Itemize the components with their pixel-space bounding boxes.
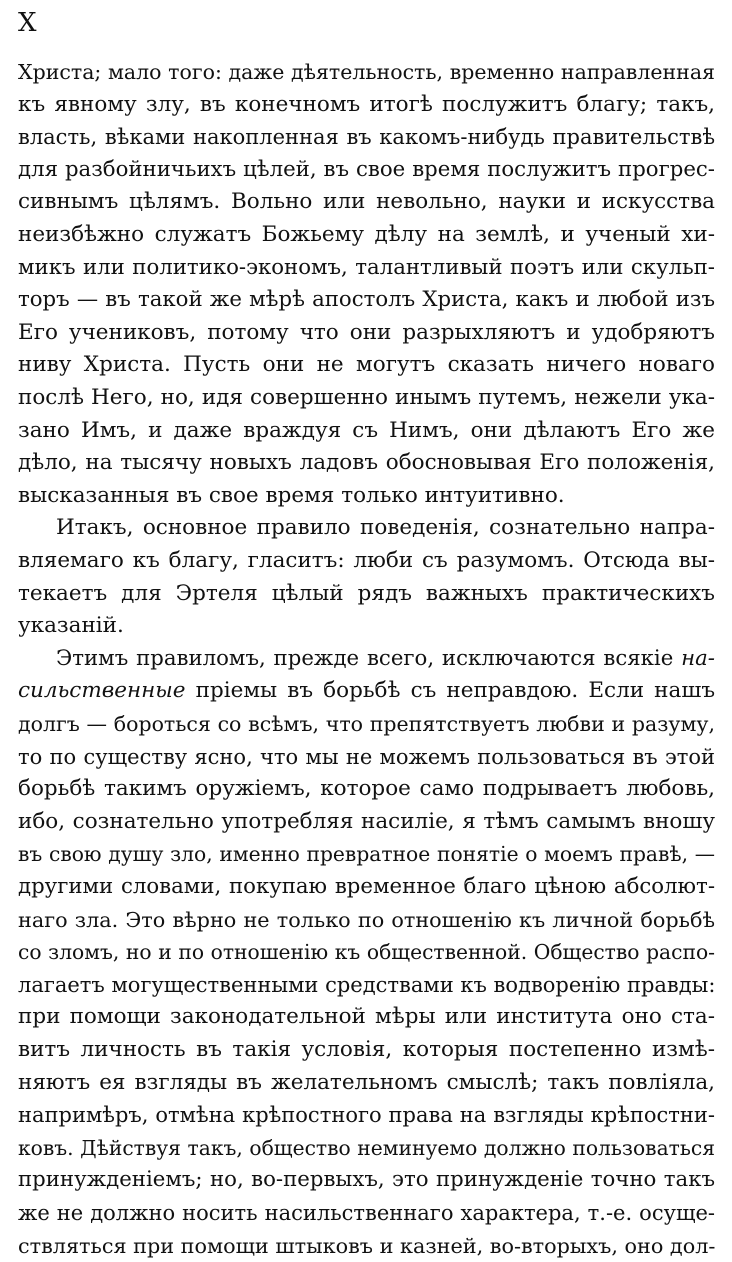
text-line: вляемаго къ благу, гласитъ: люби съ разумомъ. Отсюда вы- [18, 548, 715, 573]
text-line: Итакъ, основное правило поведенія, сознательно напра- [56, 515, 715, 541]
text-line: неизбѣжно служатъ Божьему дѣлу на землѣ, и ученый хи- [18, 222, 715, 247]
text-line: Его учениковъ, потому что они разрыхляютъ и удобряютъ [18, 319, 715, 345]
text-line: принужденіемъ; но, во-первыхъ, это принужденіе точно такъ [18, 1167, 715, 1193]
italic-text: на- [681, 645, 715, 671]
text-line: няютъ ея взгляды въ желательномъ смыслѣ; такъ повліяла, [18, 1069, 715, 1095]
text-line [18, 643, 715, 676]
text-line: дѣло, на тысячу новыхъ ладовъ обосновывая Его положенія, [18, 450, 715, 476]
text-line: торъ — въ такой же мѣрѣ апостолъ Христа, какъ и любой изъ [18, 287, 715, 313]
text-run: Этимъ правиломъ, прежде всего, исключаются всякіе [56, 645, 682, 671]
text-line: лагаетъ могущественными средствами къ водворенію правды: [18, 972, 716, 997]
text-line: витъ личность въ такія условія, которыя постепенно измѣ- [18, 1037, 715, 1062]
text-line: сивнымъ цѣлямъ. Вольно или невольно, науки и искусства [18, 189, 715, 215]
text-line: Христа; мало того: даже дѣятельность, временно направленная [18, 60, 715, 84]
text-line: же не должно носить насильственнаго характера, т.-е. осуще- [18, 1201, 715, 1225]
text-line: со зломъ, но и по отношенію къ общественной. Общество распо- [18, 940, 715, 965]
text-line: борьбѣ такимъ оружіемъ, которое само подрываетъ любовь, [18, 776, 715, 802]
page-number: X [18, 8, 37, 38]
italic-text: сильственные [18, 678, 186, 704]
text-line [18, 675, 715, 708]
text-line: напримѣръ, отмѣна крѣпостного права на взгляды крѣпостни- [18, 1103, 715, 1128]
text-line: ибо, сознательно употребляя насиліе, я тѣмъ самымъ вношу [18, 808, 715, 834]
text-line: зано Имъ, и даже враждуя съ Нимъ, они дѣлаютъ Его же [18, 417, 715, 443]
text-line: ствляться при помощи штыковъ и казней, во-вторыхъ, оно дол- [18, 1233, 716, 1258]
text-line: послѣ Него, но, идя совершенно инымъ путемъ, нежели ука- [18, 385, 715, 410]
text-line: ниву Христа. Пусть они не могутъ сказать ничего новаго [18, 352, 715, 378]
text-line: указаній. [18, 613, 124, 639]
text-line: другими словами, покупаю временное благо цѣною абсолют- [18, 874, 715, 899]
text-line: для разбойничьихъ цѣлей, въ свое время послужитъ прогрес- [18, 156, 715, 182]
text-line: къ явному злу, въ конечномъ итогѣ послужитъ благу; такъ, [18, 91, 715, 117]
text-line: высказанныя въ свое время только интуитивно. [18, 482, 565, 508]
text-line: наго зла. Это вѣрно не только по отношенію къ личной борьбѣ [18, 907, 715, 932]
text-line: текаетъ для Эртеля цѣлый рядъ важныхъ практическихъ [18, 580, 715, 606]
text-run: пріемы въ борьбѣ съ неправдою. Если нашъ [185, 678, 715, 704]
text-line: ковъ. Дѣйствуя такъ, общество неминуемо должно пользоваться [18, 1135, 715, 1160]
text-line: микъ или политико-экономъ, талантливый поэтъ или скульп- [18, 254, 715, 280]
text-line: то по существу ясно, что мы не можемъ пользоваться въ этой [18, 744, 715, 769]
text-line: власть, вѣками накопленная въ какомъ-нибудь правительствѣ [18, 125, 715, 150]
text-line: долгъ — бороться со всѣмъ, что препятствуетъ любви и разуму, [18, 712, 715, 736]
text-line: въ свою душу зло, именно превратное понятіе о моемъ правѣ, — [18, 842, 715, 867]
text-line: при помощи законодательной мѣры или института оно ста- [18, 1004, 715, 1030]
